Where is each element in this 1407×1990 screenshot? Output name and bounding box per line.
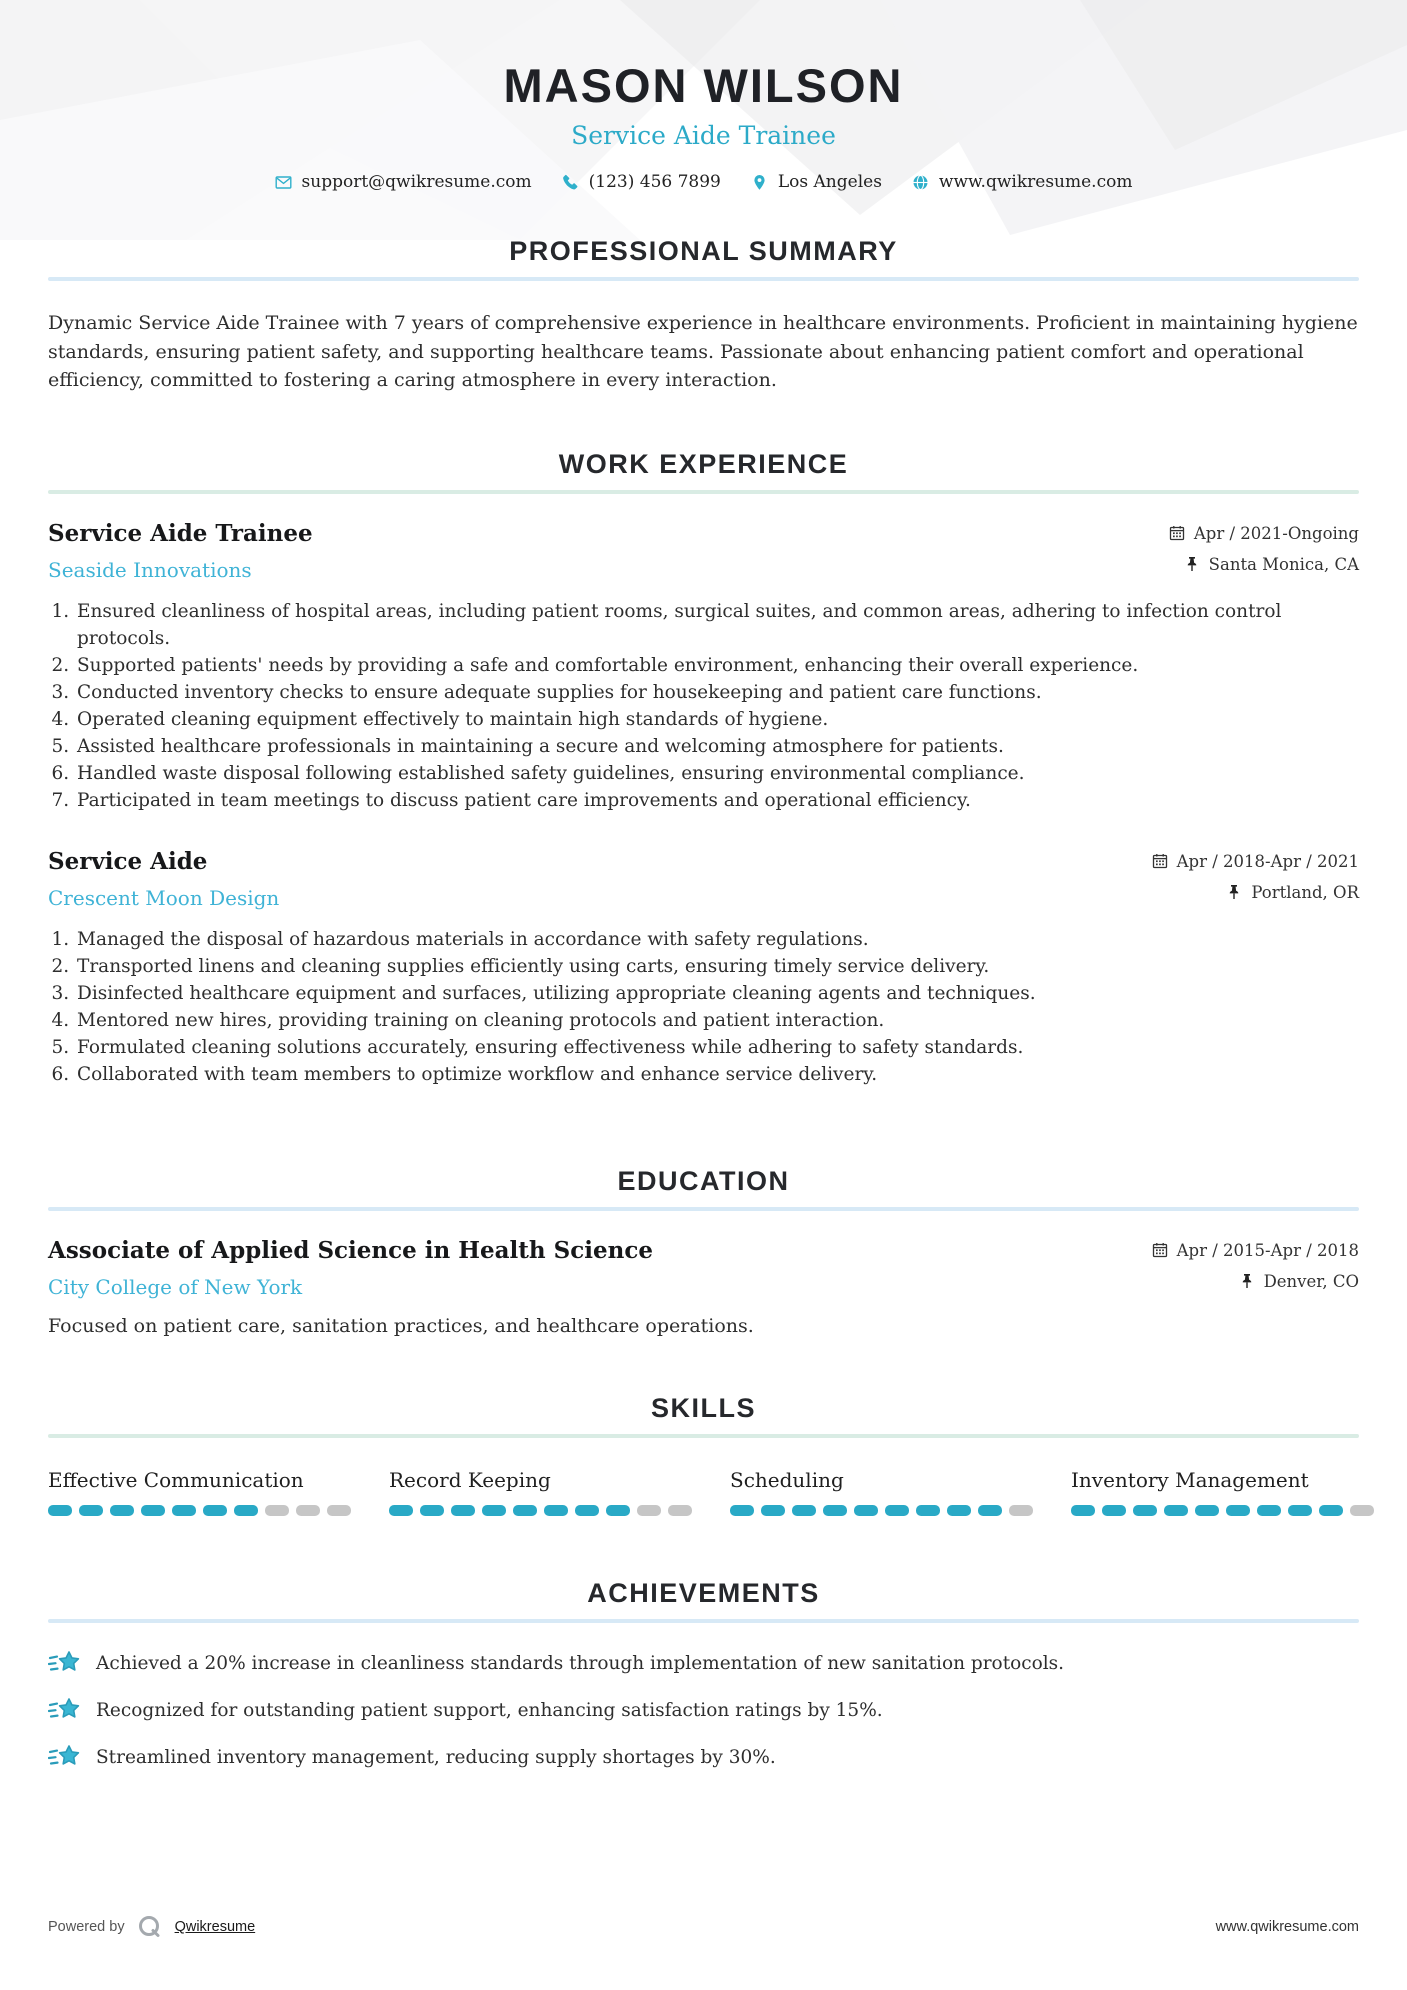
website-text: www.qwikresume.com bbox=[938, 172, 1133, 192]
location-text: Los Angeles bbox=[777, 172, 882, 192]
skill-bar-segment-filled bbox=[854, 1505, 878, 1516]
candidate-title: Service Aide Trainee bbox=[571, 121, 836, 150]
calendar-icon bbox=[1152, 853, 1168, 869]
contact-location bbox=[751, 172, 882, 192]
section-divider bbox=[48, 1207, 1359, 1211]
page-footer bbox=[48, 1914, 1359, 1940]
skill-bar-segment-filled bbox=[389, 1505, 413, 1516]
job-title: Service Aide Trainee bbox=[48, 519, 313, 547]
skill-bar-segment-filled bbox=[761, 1505, 785, 1516]
degree-title: Associate of Applied Science in Health Science bbox=[48, 1236, 653, 1264]
achievement-text: Streamlined inventory management, reducing supply shortages by 30%. bbox=[96, 1747, 776, 1768]
section-heading: ACHIEVEMENTS bbox=[587, 1577, 820, 1608]
job-meta bbox=[1169, 520, 1359, 574]
section-divider bbox=[48, 1434, 1359, 1438]
skill-bar-segment-filled bbox=[48, 1505, 72, 1516]
phone-icon bbox=[562, 174, 579, 191]
shooting-star-icon bbox=[48, 1743, 80, 1773]
skill-item bbox=[730, 1468, 1033, 1516]
job-bullet: 2. Supported patients' needs by providing a safe and comfortable environment, enhancing their overall experience. bbox=[75, 652, 1359, 679]
contact-website bbox=[912, 172, 1133, 192]
job-bullet-list bbox=[48, 598, 1359, 814]
email-text: support@qwikresume.com bbox=[301, 172, 532, 192]
job-bullet: 5. Formulated cleaning solutions accurately, ensuring effectiveness while adhering to safety standards. bbox=[75, 1034, 1359, 1061]
skill-bar-segment-filled bbox=[1102, 1505, 1126, 1516]
candidate-name: MASON WILSON bbox=[503, 59, 904, 112]
skill-bar-segment-filled bbox=[606, 1505, 630, 1516]
contact-row bbox=[48, 172, 1359, 192]
achievement-item bbox=[48, 1649, 1359, 1679]
job-meta bbox=[1152, 848, 1359, 902]
achievement-item bbox=[48, 1696, 1359, 1726]
skill-bar-segment-filled bbox=[823, 1505, 847, 1516]
qwikresume-link[interactable]: Qwikresume bbox=[174, 1919, 256, 1935]
skill-bar-segment-filled bbox=[730, 1505, 754, 1516]
section-work-experience bbox=[48, 449, 1359, 1088]
job-bullet: 1. Managed the disposal of hazardous materials in accordance with safety regulations. bbox=[75, 926, 1359, 953]
skills-grid bbox=[48, 1468, 1359, 1516]
contact-email bbox=[275, 172, 532, 192]
skill-bar-segment-filled bbox=[885, 1505, 909, 1516]
qwikresume-logo-icon bbox=[137, 1914, 163, 1940]
section-achievements bbox=[48, 1578, 1359, 1773]
skill-bar-segment-filled bbox=[482, 1505, 506, 1516]
job-bullet: 3. Conducted inventory checks to ensure adequate supplies for housekeeping and patient care functions. bbox=[75, 679, 1359, 706]
skill-bar bbox=[48, 1505, 351, 1516]
job-company: Crescent Moon Design bbox=[48, 885, 280, 910]
section-professional-summary bbox=[48, 236, 1359, 395]
section-divider bbox=[48, 277, 1359, 281]
job-title: Service Aide bbox=[48, 847, 208, 875]
skill-bar-segment-empty bbox=[265, 1505, 289, 1516]
education-location: Denver, CO bbox=[1263, 1271, 1359, 1291]
achievement-item bbox=[48, 1743, 1359, 1773]
section-heading: EDUCATION bbox=[617, 1165, 790, 1196]
skill-bar-segment-filled bbox=[420, 1505, 444, 1516]
section-skills bbox=[48, 1393, 1359, 1516]
summary-text: Dynamic Service Aide Trainee with 7 years of comprehensive experience in healthcare environments. Proficient in maintaining hygiene standards, ensuring patient safety, and supporting healthcare teams. Passionate about enhancing patient comfort and operational efficiency, committed to fostering a caring atmosphere in every interaction. bbox=[48, 312, 1358, 391]
skill-bar-segment-filled bbox=[203, 1505, 227, 1516]
skill-bar-segment-filled bbox=[792, 1505, 816, 1516]
job-bullet: 7. Participated in team meetings to discuss patient care improvements and operational efficiency. bbox=[75, 787, 1359, 814]
skill-bar-segment-filled bbox=[1257, 1505, 1281, 1516]
location-pin-icon bbox=[751, 174, 768, 191]
pushpin-icon bbox=[1226, 884, 1242, 900]
skill-bar-segment-filled bbox=[575, 1505, 599, 1516]
skill-label: Effective Communication bbox=[48, 1467, 304, 1492]
job-bullet: 5. Assisted healthcare professionals in maintaining a secure and welcoming atmosphere for patients. bbox=[75, 733, 1359, 760]
education-entry bbox=[48, 1237, 1359, 1337]
section-education bbox=[48, 1166, 1359, 1337]
job-entry-2 bbox=[48, 848, 1359, 1088]
footer-website: www.qwikresume.com bbox=[1215, 1919, 1359, 1935]
skill-label: Inventory Management bbox=[1071, 1467, 1309, 1492]
phone-text: (123) 456 7899 bbox=[588, 172, 721, 192]
shooting-star-icon bbox=[48, 1696, 80, 1726]
skill-item bbox=[48, 1468, 351, 1516]
job-dates: Apr / 2018-Apr / 2021 bbox=[1176, 851, 1359, 871]
job-dates: Apr / 2021-Ongoing bbox=[1193, 523, 1359, 543]
job-bullet: 1. Ensured cleanliness of hospital areas, including patient rooms, surgical suites, and common areas, adhering to infection control protocols. bbox=[75, 598, 1359, 652]
globe-icon bbox=[912, 174, 929, 191]
education-dates: Apr / 2015-Apr / 2018 bbox=[1176, 1240, 1359, 1260]
section-heading: WORK EXPERIENCE bbox=[558, 448, 849, 479]
school-name: City College of New York bbox=[48, 1274, 303, 1299]
skill-bar-segment-filled bbox=[1319, 1505, 1343, 1516]
skill-bar-segment-empty bbox=[327, 1505, 351, 1516]
skill-label: Record Keeping bbox=[389, 1467, 551, 1492]
shooting-star-icon bbox=[48, 1649, 80, 1679]
skill-bar-segment-empty bbox=[1350, 1505, 1374, 1516]
pushpin-icon bbox=[1184, 556, 1200, 572]
skill-label: Scheduling bbox=[730, 1467, 844, 1492]
skill-bar-segment-filled bbox=[141, 1505, 165, 1516]
calendar-icon bbox=[1169, 525, 1185, 541]
skill-bar-segment-empty bbox=[668, 1505, 692, 1516]
skill-bar-segment-filled bbox=[916, 1505, 940, 1516]
section-divider bbox=[48, 1619, 1359, 1623]
skill-bar-segment-filled bbox=[79, 1505, 103, 1516]
resume-header bbox=[48, 0, 1359, 192]
education-meta bbox=[1152, 1237, 1359, 1291]
skill-bar-segment-filled bbox=[947, 1505, 971, 1516]
skill-bar-segment-empty bbox=[1009, 1505, 1033, 1516]
skill-bar-segment-filled bbox=[234, 1505, 258, 1516]
section-heading: SKILLS bbox=[650, 1392, 756, 1423]
pushpin-icon bbox=[1239, 1273, 1255, 1289]
job-bullet: 6. Handled waste disposal following established safety guidelines, ensuring environmental compliance. bbox=[75, 760, 1359, 787]
skill-bar-segment-filled bbox=[513, 1505, 537, 1516]
skill-bar-segment-filled bbox=[172, 1505, 196, 1516]
job-bullet: 3. Disinfected healthcare equipment and surfaces, utilizing appropriate cleaning agents and techniques. bbox=[75, 980, 1359, 1007]
skill-bar-segment-filled bbox=[1071, 1505, 1095, 1516]
job-location: Santa Monica, CA bbox=[1208, 554, 1359, 574]
skill-bar bbox=[1071, 1505, 1374, 1516]
skill-bar-segment-filled bbox=[1164, 1505, 1188, 1516]
education-description: Focused on patient care, sanitation practices, and healthcare operations. bbox=[48, 1314, 754, 1337]
section-heading: PROFESSIONAL SUMMARY bbox=[509, 236, 898, 266]
skill-bar-segment-empty bbox=[637, 1505, 661, 1516]
job-company: Seaside Innovations bbox=[48, 557, 252, 582]
skill-bar-segment-filled bbox=[1195, 1505, 1219, 1516]
skill-bar-segment-filled bbox=[544, 1505, 568, 1516]
envelope-icon bbox=[275, 174, 292, 191]
skill-bar-segment-filled bbox=[978, 1505, 1002, 1516]
job-bullet: 2. Transported linens and cleaning supplies efficiently using carts, ensuring timely service delivery. bbox=[75, 953, 1359, 980]
job-location: Portland, OR bbox=[1251, 882, 1359, 902]
job-bullet: 4. Mentored new hires, providing training on cleaning protocols and patient interaction. bbox=[75, 1007, 1359, 1034]
section-divider bbox=[48, 490, 1359, 494]
skill-bar-segment-filled bbox=[451, 1505, 475, 1516]
skill-bar-segment-filled bbox=[110, 1505, 134, 1516]
achievement-text: Achieved a 20% increase in cleanliness standards through implementation of new sanitation protocols. bbox=[96, 1653, 1065, 1674]
skill-bar-segment-filled bbox=[1288, 1505, 1312, 1516]
skill-item bbox=[1071, 1468, 1374, 1516]
skill-bar-segment-filled bbox=[1133, 1505, 1157, 1516]
skill-bar bbox=[730, 1505, 1033, 1516]
skill-bar bbox=[389, 1505, 692, 1516]
skill-bar-segment-filled bbox=[1226, 1505, 1250, 1516]
skill-bar-segment-empty bbox=[296, 1505, 320, 1516]
powered-by-label: Powered by bbox=[48, 1919, 125, 1935]
job-entry-1 bbox=[48, 520, 1359, 814]
contact-phone bbox=[562, 172, 721, 192]
achievement-text: Recognized for outstanding patient support, enhancing satisfaction ratings by 15%. bbox=[96, 1700, 883, 1721]
job-bullet: 4. Operated cleaning equipment effectively to maintain high standards of hygiene. bbox=[75, 706, 1359, 733]
skill-item bbox=[389, 1468, 692, 1516]
achievement-list bbox=[48, 1649, 1359, 1773]
job-bullet: 6. Collaborated with team members to optimize workflow and enhance service delivery. bbox=[75, 1061, 1359, 1088]
calendar-icon bbox=[1152, 1242, 1168, 1258]
job-bullet-list bbox=[48, 926, 1359, 1088]
